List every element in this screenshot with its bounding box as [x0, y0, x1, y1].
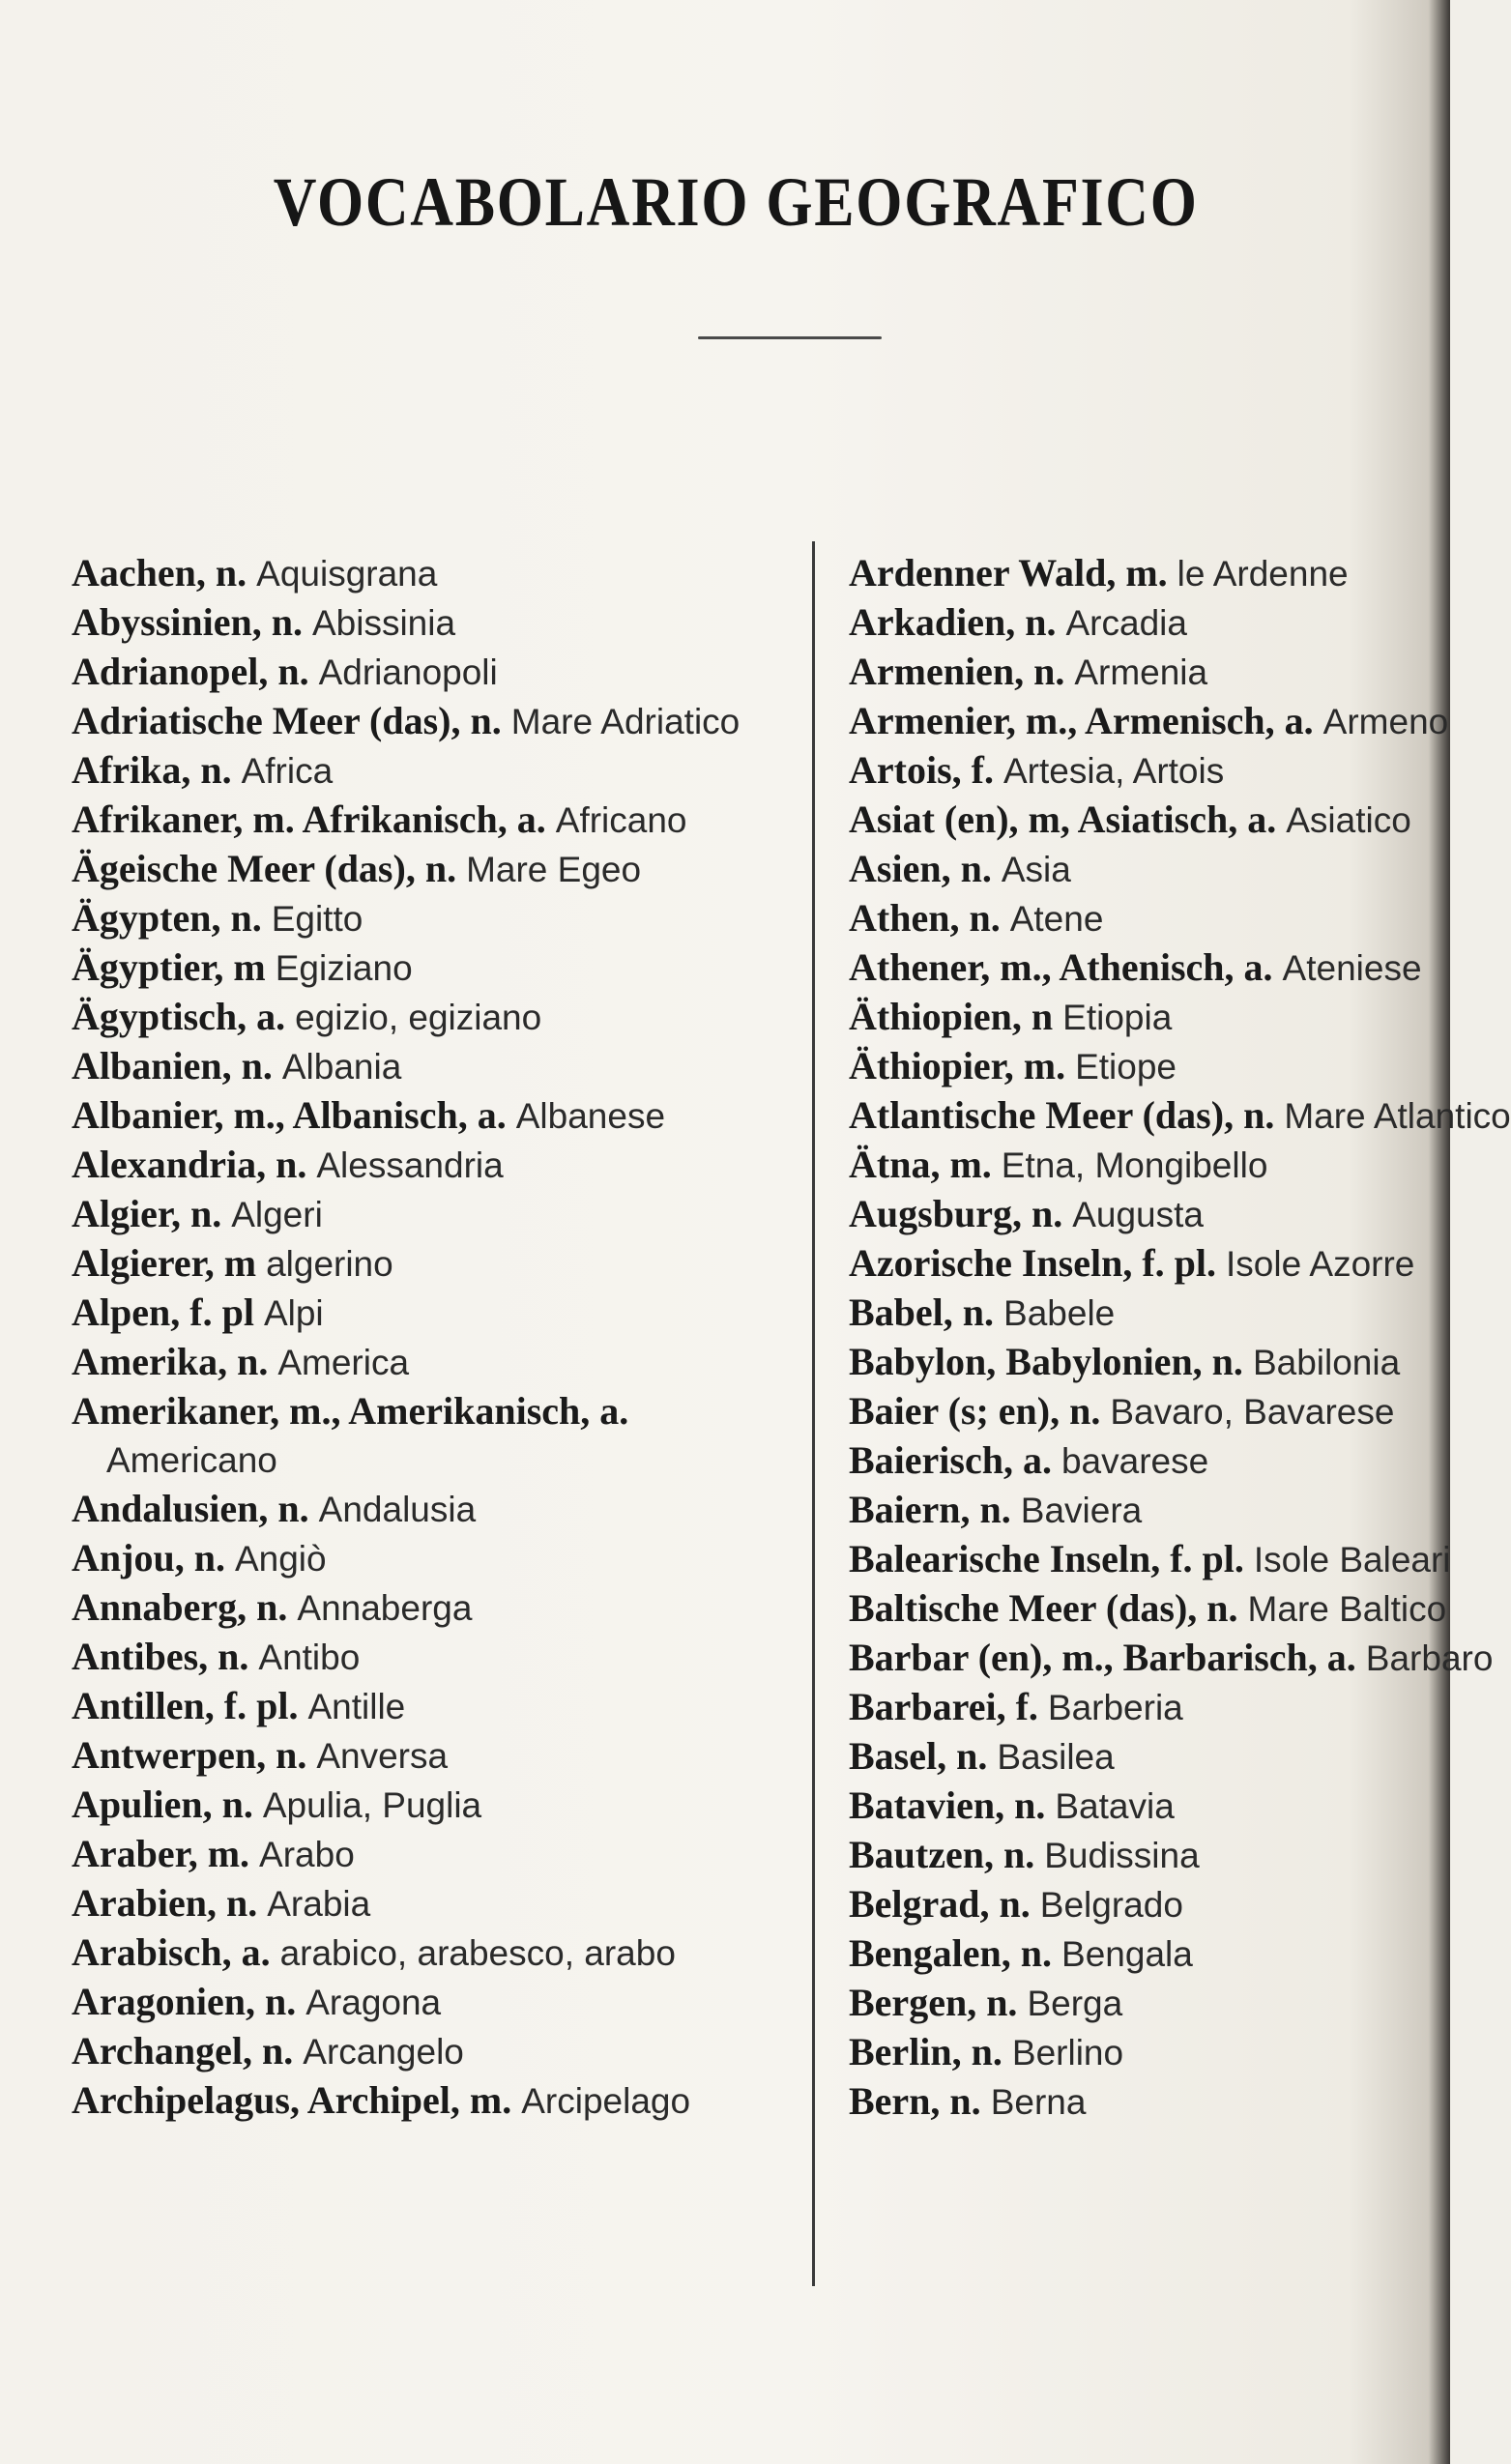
- entry-headword: Archangel, n.: [72, 2029, 294, 2073]
- entry-translation: Armenia: [1074, 652, 1208, 692]
- entry-headword: Amerikaner, m., Amerikanisch, a.: [72, 1389, 629, 1433]
- vocabulary-entry: [849, 1338, 1440, 1387]
- vocabulary-entry: [849, 1436, 1440, 1486]
- entry-translation: Abissinia: [311, 603, 456, 643]
- entry-headword: Alexandria, n.: [72, 1143, 307, 1186]
- right-column: [849, 549, 1511, 2127]
- vocabulary-entry: [849, 746, 1440, 796]
- vocabulary-entry: [72, 894, 787, 943]
- entry-headword: Baiern, n.: [849, 1488, 1011, 1531]
- vocabulary-entry: [849, 1091, 1511, 1141]
- entry-translation: Anversa: [316, 1736, 449, 1776]
- entry-translation: Batavia: [1055, 1786, 1175, 1826]
- left-column: [72, 549, 787, 2126]
- entry-translation: arabico, arabesco, arabo: [279, 1933, 676, 1973]
- entry-translation: Annaberga: [297, 1588, 473, 1628]
- entry-headword: Araber, m.: [72, 1832, 250, 1875]
- entry-translation: Berga: [1027, 1984, 1123, 2023]
- entry-headword: Äthiopier, m.: [849, 1044, 1066, 1087]
- entry-headword: Arabien, n.: [72, 1881, 258, 1925]
- vocabulary-entry: [849, 796, 1440, 845]
- entry-translation: Americano: [106, 1440, 277, 1480]
- entry-translation: Aragona: [305, 1983, 442, 2022]
- entry-translation: Egitto: [271, 899, 363, 939]
- vocabulary-entry: [849, 1683, 1440, 1732]
- vocabulary-entry: [849, 648, 1440, 697]
- entry-translation: Algeri: [231, 1195, 323, 1234]
- vocabulary-entry: [72, 1928, 787, 1978]
- entry-headword: Batavien, n.: [849, 1783, 1046, 1827]
- entry-translation: Albania: [281, 1047, 402, 1087]
- entry-translation: Arcadia: [1065, 603, 1187, 643]
- entry-translation: Angiò: [234, 1539, 327, 1579]
- entry-headword: Baier (s; en), n.: [849, 1389, 1101, 1433]
- entry-headword: Algier, n.: [72, 1192, 222, 1235]
- entry-headword: Antibes, n.: [72, 1635, 249, 1678]
- entry-headword: Antillen, f. pl.: [72, 1684, 299, 1727]
- entry-translation: Arabo: [259, 1835, 355, 1874]
- entry-headword: Balearische Inseln, f. pl.: [849, 1537, 1244, 1580]
- entry-headword: Bengalen, n.: [849, 1931, 1053, 1975]
- entry-headword: Aragonien, n.: [72, 1980, 297, 2023]
- vocabulary-entry: [849, 697, 1449, 746]
- vocabulary-entry: [849, 1387, 1440, 1436]
- vocabulary-entry: [849, 1929, 1440, 1979]
- entry-translation: Adrianopoli: [318, 652, 498, 692]
- entry-headword: Afrikaner, m. Afrikanisch, a.: [72, 797, 546, 841]
- entry-headword: Bautzen, n.: [849, 1833, 1035, 1876]
- entry-translation: America: [277, 1343, 410, 1382]
- entry-translation: Africano: [555, 800, 687, 840]
- entry-translation: Barbaro: [1365, 1638, 1494, 1678]
- entry-headword: Armenien, n.: [849, 650, 1065, 693]
- entry-headword: Alpen, f. pl: [72, 1290, 254, 1334]
- entry-translation: Babele: [1003, 1293, 1116, 1333]
- vocabulary-entry: [72, 1338, 787, 1387]
- vocabulary-entry: [849, 1880, 1440, 1929]
- vocabulary-entry: [72, 1485, 787, 1534]
- entry-headword: Baltische Meer (das), n.: [849, 1586, 1238, 1630]
- entry-headword: Ägypten, n.: [72, 896, 262, 940]
- entry-headword: Athen, n.: [849, 896, 1001, 940]
- entry-headword: Aachen, n.: [72, 551, 247, 594]
- vocabulary-entry: [849, 1584, 1447, 1634]
- entry-translation: Etna, Mongibello: [1001, 1145, 1268, 1185]
- entry-translation: Etiope: [1075, 1047, 1177, 1087]
- vocabulary-entry: [849, 1732, 1440, 1782]
- vocabulary-entry: [849, 1979, 1440, 2028]
- entry-translation: bavarese: [1061, 1441, 1209, 1481]
- entry-translation: Apulia, Puglia: [262, 1785, 482, 1825]
- entry-translation: Berlino: [1011, 2033, 1124, 2073]
- column-divider: [812, 541, 815, 2286]
- entry-translation: Mare Egeo: [466, 850, 642, 889]
- entry-headword: Bern, n.: [849, 2079, 981, 2123]
- entry-headword: Ägeische Meer (das), n.: [72, 847, 457, 890]
- vocabulary-entry: [72, 1682, 787, 1731]
- entry-headword: Archipelagus, Archipel, m.: [72, 2078, 512, 2122]
- entry-translation: Africa: [241, 751, 334, 791]
- entry-translation: Mare Baltico: [1247, 1589, 1447, 1629]
- entry-headword: Belgrad, n.: [849, 1882, 1031, 1926]
- vocabulary-entry: [849, 549, 1440, 598]
- vocabulary-entry: [72, 796, 787, 845]
- vocabulary-entry: [72, 2027, 787, 2076]
- entry-translation: Atene: [1009, 899, 1104, 939]
- entry-translation: Isole Azorre: [1226, 1244, 1415, 1284]
- vocabulary-entry: [72, 1781, 787, 1830]
- entry-translation: Augusta: [1072, 1195, 1204, 1234]
- entry-translation: Egiziano: [275, 948, 413, 988]
- entry-translation: Armeno: [1322, 702, 1449, 741]
- entry-translation: Alessandria: [316, 1145, 504, 1185]
- entry-translation: Arabia: [267, 1884, 371, 1924]
- vocabulary-entry: [849, 2028, 1440, 2077]
- entry-headword: Algierer, m: [72, 1241, 257, 1285]
- entry-translation: Belgrado: [1039, 1885, 1183, 1925]
- entry-headword: Afrika, n.: [72, 748, 232, 792]
- vocabulary-entry: [72, 993, 787, 1042]
- entry-translation: Etiopia: [1062, 998, 1173, 1037]
- entry-headword: Berlin, n.: [849, 2030, 1002, 2073]
- vocabulary-entry: [849, 993, 1440, 1042]
- entry-headword: Azorische Inseln, f. pl.: [849, 1241, 1216, 1285]
- entry-translation: Basilea: [997, 1737, 1115, 1777]
- vocabulary-entry: [849, 2077, 1440, 2127]
- entry-translation: egizio, egiziano: [295, 998, 542, 1037]
- entry-headword: Abyssinien, n.: [72, 600, 303, 644]
- entry-translation: Antibo: [258, 1638, 361, 1677]
- vocabulary-entry: [72, 598, 787, 648]
- title-rule: [698, 336, 882, 339]
- entry-translation: Barberia: [1047, 1688, 1183, 1727]
- entry-headword: Barbar (en), m., Barbarisch, a.: [849, 1636, 1356, 1679]
- entry-translation: Mare Atlantico: [1284, 1096, 1511, 1136]
- entry-headword: Apulien, n.: [72, 1783, 253, 1826]
- entry-headword: Ägyptier, m: [72, 945, 266, 989]
- entry-headword: Asiat (en), m, Asiatisch, a.: [849, 797, 1277, 841]
- entry-translation: Asiatico: [1286, 800, 1411, 840]
- entry-translation: Arcangelo: [303, 2032, 464, 2072]
- vocabulary-entry: [72, 746, 787, 796]
- entry-headword: Arkadien, n.: [849, 600, 1057, 644]
- entry-headword: Albanier, m., Albanisch, a.: [72, 1093, 507, 1137]
- vocabulary-entry: [849, 1141, 1440, 1190]
- vocabulary-entry: [72, 1190, 787, 1239]
- entry-headword: Ägyptisch, a.: [72, 995, 286, 1038]
- vocabulary-entry: [72, 1239, 787, 1289]
- entry-headword: Babel, n.: [849, 1290, 995, 1334]
- vocabulary-entry: [72, 549, 787, 598]
- vocabulary-entry: [849, 845, 1440, 894]
- vocabulary-entry: [849, 598, 1440, 648]
- entry-headword: Atlantische Meer (das), n.: [849, 1093, 1275, 1137]
- entry-translation: Aquisgrana: [256, 554, 438, 594]
- vocabulary-entry: [72, 1731, 787, 1781]
- entry-headword: Albanien, n.: [72, 1044, 273, 1087]
- entry-headword: Babylon, Babylonien, n.: [849, 1340, 1243, 1383]
- entry-translation: Artesia, Artois: [1002, 751, 1225, 791]
- entry-translation: Ateniese: [1282, 948, 1422, 988]
- vocabulary-entry: [849, 1042, 1440, 1091]
- entry-translation: Albanese: [515, 1096, 666, 1136]
- entry-translation: Bengala: [1061, 1934, 1193, 1974]
- vocabulary-entry: [849, 943, 1440, 993]
- entry-translation: Isole Baleari: [1253, 1540, 1451, 1580]
- entry-translation: Baviera: [1020, 1491, 1143, 1530]
- entry-headword: Armenier, m., Armenisch, a.: [849, 699, 1314, 742]
- vocabulary-entry: [72, 1042, 787, 1091]
- entry-headword: Barbarei, f.: [849, 1685, 1038, 1728]
- vocabulary-entry: [849, 1831, 1440, 1880]
- entry-translation: Antille: [307, 1687, 406, 1726]
- entry-translation: Andalusia: [318, 1490, 477, 1529]
- entry-headword: Asien, n.: [849, 847, 992, 890]
- vocabulary-entry: [849, 894, 1440, 943]
- entry-headword: Augsburg, n.: [849, 1192, 1063, 1235]
- entry-translation: Babilonia: [1252, 1343, 1401, 1382]
- entry-translation: Bavaro, Bavarese: [1110, 1392, 1395, 1432]
- entry-headword: Basel, n.: [849, 1734, 988, 1778]
- entry-headword: Adrianopel, n.: [72, 650, 309, 693]
- vocabulary-entry: [72, 2076, 787, 2126]
- vocabulary-entry: [72, 1583, 787, 1633]
- entry-translation: Berna: [990, 2082, 1087, 2122]
- entry-headword: Antwerpen, n.: [72, 1733, 307, 1777]
- entry-headword: Ätna, m.: [849, 1143, 992, 1186]
- entry-headword: Bergen, n.: [849, 1981, 1018, 2024]
- entry-translation: Budissina: [1044, 1836, 1200, 1875]
- entry-translation: Mare Adriatico: [510, 702, 741, 741]
- vocabulary-entry: [72, 697, 787, 746]
- entry-headword: Artois, f.: [849, 748, 994, 792]
- entry-translation: Arcipelago: [521, 2081, 691, 2121]
- entry-headword: Andalusien, n.: [72, 1487, 309, 1530]
- vocabulary-entry: [72, 648, 787, 697]
- entry-translation: Asia: [1001, 850, 1071, 889]
- vocabulary-entry: [72, 1387, 787, 1485]
- vocabulary-entry: [849, 1190, 1440, 1239]
- entry-headword: Äthiopien, n: [849, 995, 1054, 1038]
- entry-headword: Baierisch, a.: [849, 1438, 1052, 1482]
- vocabulary-entry: [72, 1978, 787, 2027]
- entry-headword: Adriatische Meer (das), n.: [72, 699, 502, 742]
- entry-headword: Ardenner Wald, m.: [849, 551, 1168, 594]
- vocabulary-entry: [849, 1535, 1451, 1584]
- entry-translation: algerino: [266, 1244, 393, 1284]
- entry-headword: Arabisch, a.: [72, 1930, 271, 1974]
- entry-headword: Anjou, n.: [72, 1536, 225, 1580]
- vocabulary-entry: [849, 1782, 1440, 1831]
- vocabulary-entry: [72, 1633, 787, 1682]
- vocabulary-entry: [72, 943, 787, 993]
- page-title: VOCABOLARIO GEOGRAFICO: [273, 163, 1199, 241]
- vocabulary-entry: [72, 1091, 787, 1141]
- entry-headword: Annaberg, n.: [72, 1585, 288, 1629]
- vocabulary-entry: [849, 1486, 1440, 1535]
- vocabulary-entry: [72, 1879, 787, 1928]
- entry-headword: Amerika, n.: [72, 1340, 269, 1383]
- entry-translation: le Ardenne: [1177, 554, 1349, 594]
- vocabulary-entry: [72, 1534, 787, 1583]
- vocabulary-entry: [849, 1289, 1440, 1338]
- entry-translation: Alpi: [263, 1293, 324, 1333]
- vocabulary-entry: [849, 1239, 1440, 1289]
- vocabulary-entry: [849, 1634, 1494, 1683]
- vocabulary-entry: [72, 845, 787, 894]
- vocabulary-entry: [72, 1830, 787, 1879]
- vocabulary-entry: [72, 1289, 787, 1338]
- vocabulary-entry: [72, 1141, 787, 1190]
- entry-headword: Athener, m., Athenisch, a.: [849, 945, 1273, 989]
